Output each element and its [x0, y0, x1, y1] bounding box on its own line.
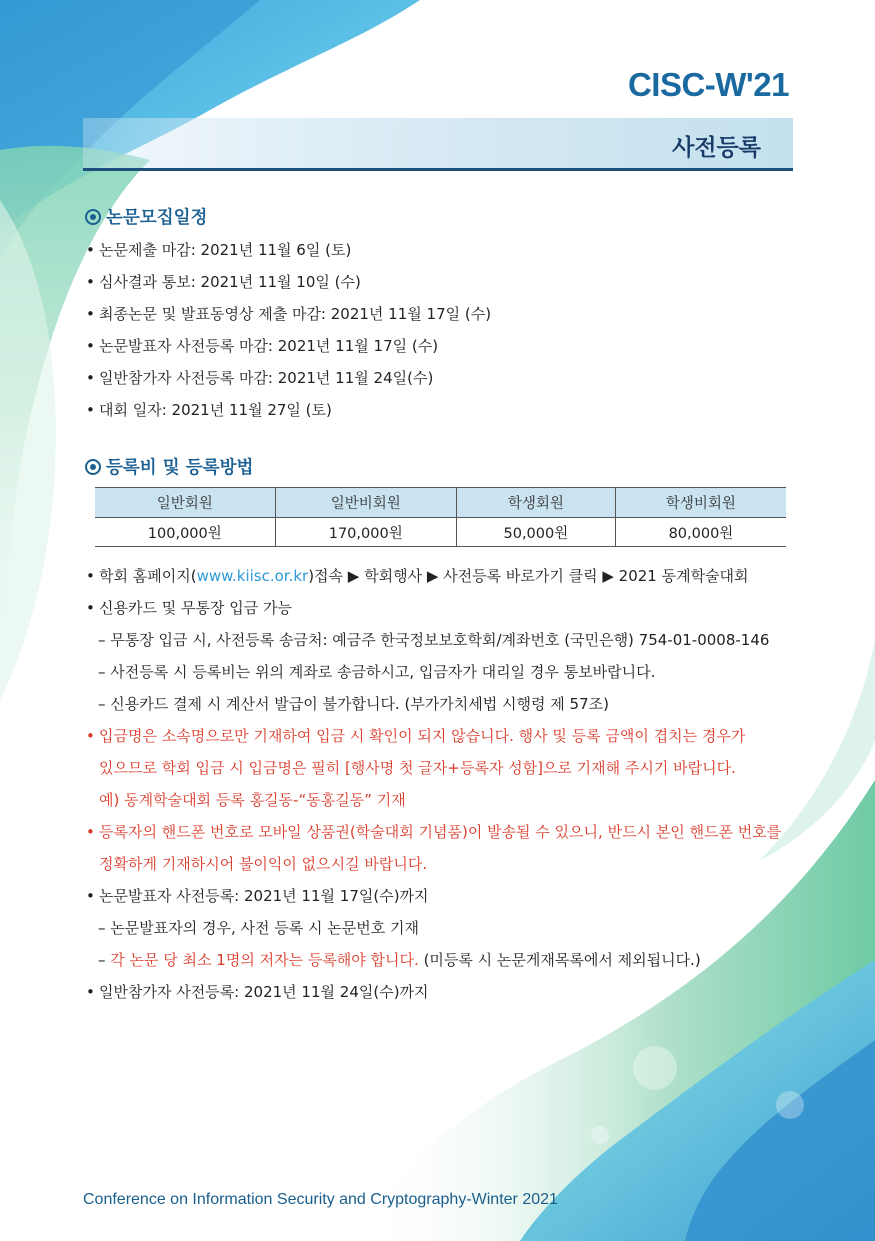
list-subitem: – 사전등록 시 등록비는 위의 계좌로 송금하시고, 입금자가 대리일 경우 통보바랍니다. [98, 663, 656, 681]
list-item: • 논문발표자 사전등록: 2021년 11월 17일(수)까지 [86, 880, 781, 912]
table-header-cell: 학생비회원 [615, 488, 786, 518]
list-item: • 최종논문 및 발표동영상 제출 마감: 2021년 11월 17일 (수) [86, 298, 491, 330]
table-header-cell: 일반회원 [95, 488, 275, 518]
warning-item-continuation: 있으므로 학회 입금 시 입금명은 필히 [행사명 첫 글자+등록자 성함]으로 기재해 주시기 바랍니다. [99, 759, 736, 777]
list-item [86, 560, 781, 592]
method-text: (미등록 시 논문게재목록에서 제외됩니다.) [418, 951, 701, 969]
conference-brand-logo: CISC-W'21 [627, 66, 789, 103]
homepage-link[interactable]: www.kiisc.or.kr [196, 567, 309, 585]
warning-item: • 등록자의 핸드폰 번호로 모바일 상품권(학술대회 기념품)이 발송될 수 있으니, 반드시 본인 핸드폰 번호를 [86, 816, 781, 848]
fees-heading [85, 454, 253, 479]
author-registration-warning: 각 논문 당 최소 1명의 저자는 등록해야 합니다. [110, 951, 419, 969]
list-subitem: – 무통장 입금 시, 사전등록 송금처: 예금주 한국정보보호학회/계좌번호 (국민은행) 754-01-0008-146 [98, 631, 770, 649]
schedule-heading-text: 논문모집일정 [106, 208, 208, 228]
table-row [95, 518, 786, 547]
table-cell: 170,000원 [275, 518, 456, 547]
table-cell: 80,000원 [615, 518, 786, 547]
list-subitem: – 논문발표자의 경우, 사전 등록 시 논문번호 기재 [98, 919, 419, 937]
list-item: • 논문발표자 사전등록 마감: 2021년 11월 17일 (수) [86, 330, 491, 362]
registration-fee-table [95, 487, 786, 547]
table-header-cell: 학생회원 [456, 488, 615, 518]
list-item: • 신용카드 및 무통장 입금 가능 [86, 592, 781, 624]
list-item: • 논문제출 마감: 2021년 11월 6일 (토) [86, 234, 491, 266]
warning-item-example: 예) 동계학술대회 등록 홍길동-“동홍길동” 기재 [99, 791, 406, 809]
method-text: )접속 ▶ 학회행사 ▶ 사전등록 바로가기 클릭 ▶ 2021 동계학술대회 [308, 567, 749, 585]
registration-method-list [86, 560, 781, 1008]
warning-item-continuation: 정확하게 기재하시어 불이익이 없으시길 바랍니다. [99, 855, 428, 873]
bullseye-icon [85, 459, 101, 475]
list-subitem [86, 944, 781, 976]
page-title-bar [83, 118, 793, 171]
list-item: • 일반참가자 사전등록 마감: 2021년 11월 24일(수) [86, 362, 491, 394]
method-text: 학회 홈페이지( [99, 567, 197, 585]
dash-marker: – [98, 951, 111, 969]
schedule-list [86, 234, 491, 426]
table-header-cell: 일반비회원 [275, 488, 456, 518]
schedule-heading [85, 204, 207, 229]
bullseye-icon [85, 209, 101, 225]
table-cell: 100,000원 [95, 518, 275, 547]
footer-conference-name: Conference on Information Security and Cryptography-Winter 2021 [83, 1191, 558, 1208]
list-item: • 심사결과 통보: 2021년 11월 10일 (수) [86, 266, 491, 298]
page-title: 사전등록 [672, 135, 761, 161]
list-item: • 대회 일자: 2021년 11월 27일 (토) [86, 394, 491, 426]
list-item: • 일반참가자 사전등록: 2021년 11월 24일(수)까지 [86, 976, 781, 1008]
table-header-row [95, 488, 786, 518]
warning-item: • 입금명은 소속명으로만 기재하여 입금 시 확인이 되지 않습니다. 행사 및 등록 금액이 겹치는 경우가 [86, 720, 781, 752]
table-cell: 50,000원 [456, 518, 615, 547]
list-subitem: – 신용카드 결제 시 계산서 발급이 불가합니다. (부가가치세법 시행령 제 57조) [98, 695, 609, 713]
fees-heading-text: 등록비 및 등록방법 [106, 458, 254, 478]
